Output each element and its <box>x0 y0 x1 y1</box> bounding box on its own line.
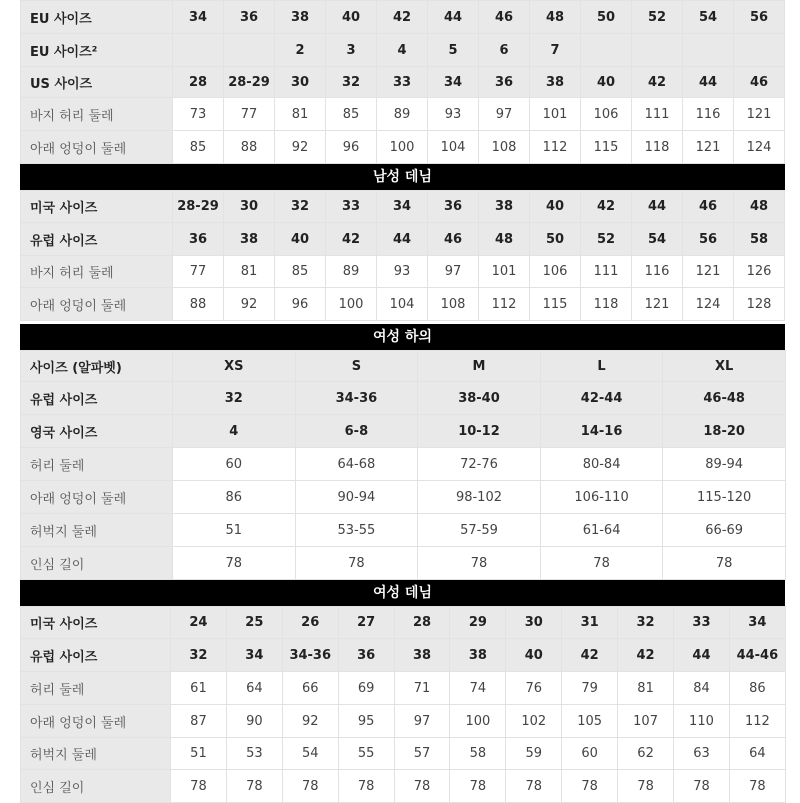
size-cell: 38 <box>275 1 326 34</box>
size-cell: 69 <box>338 672 394 705</box>
size-cell: 100 <box>377 131 428 164</box>
size-cell: 38-40 <box>418 382 541 415</box>
size-cell: 102 <box>506 705 562 738</box>
size-cell: 44 <box>683 67 734 98</box>
size-cell: 28-29 <box>224 67 275 98</box>
size-cell: 38 <box>394 639 450 672</box>
row-label: 인심 길이 <box>21 547 173 580</box>
size-cell: 46-48 <box>663 382 786 415</box>
size-cell: 121 <box>734 98 785 131</box>
size-cell: 92 <box>275 131 326 164</box>
size-cell: 51 <box>171 738 227 770</box>
size-cell: 38 <box>530 67 581 98</box>
row-label: 인심 길이 <box>21 770 171 803</box>
table-row <box>21 481 786 514</box>
size-cell: 61-64 <box>540 514 663 547</box>
size-cell: 64-68 <box>295 448 418 481</box>
size-cell: 50 <box>530 223 581 256</box>
size-cell: 56 <box>734 1 785 34</box>
size-cell: 53 <box>226 738 282 770</box>
size-cell: 71 <box>394 672 450 705</box>
size-cell: 86 <box>729 672 785 705</box>
size-cell: 106 <box>581 98 632 131</box>
size-cell: 97 <box>428 256 479 288</box>
size-cell: 92 <box>224 288 275 321</box>
size-cell: 126 <box>734 256 785 288</box>
table-row <box>21 288 785 321</box>
row-label: 아래 엉덩이 둘레 <box>21 131 173 164</box>
size-cell: 31 <box>562 607 618 639</box>
size-cell: 40 <box>530 191 581 223</box>
size-cell: 74 <box>450 672 506 705</box>
size-cell: 97 <box>394 705 450 738</box>
size-cell <box>632 34 683 67</box>
table-row <box>21 415 786 448</box>
row-label: 유럽 사이즈 <box>21 223 173 256</box>
size-cell: 54 <box>683 1 734 34</box>
size-cell: 121 <box>683 256 734 288</box>
table-row <box>21 705 786 738</box>
mens-denim-table <box>20 190 785 321</box>
size-cell: 54 <box>282 738 338 770</box>
size-cell: 85 <box>275 256 326 288</box>
size-cell: 42 <box>581 191 632 223</box>
size-cell: 96 <box>326 131 377 164</box>
size-cell: 116 <box>683 98 734 131</box>
size-cell: 80-84 <box>540 448 663 481</box>
size-cell: 36 <box>428 191 479 223</box>
size-cell: 4 <box>173 415 296 448</box>
size-cell: 81 <box>275 98 326 131</box>
size-cell: 104 <box>377 288 428 321</box>
eu-us-size-body <box>21 1 785 164</box>
size-cell <box>224 34 275 67</box>
size-cell: 34-36 <box>282 639 338 672</box>
table-row <box>21 98 785 131</box>
size-cell: 25 <box>226 607 282 639</box>
size-cell: 58 <box>450 738 506 770</box>
size-cell <box>173 34 224 67</box>
size-cell: 124 <box>683 288 734 321</box>
size-cell: 33 <box>377 67 428 98</box>
row-label: 허벅지 둘레 <box>21 738 171 770</box>
size-cell: 78 <box>663 547 786 580</box>
size-cell: 97 <box>479 98 530 131</box>
size-cell: 59 <box>506 738 562 770</box>
row-label: 미국 사이즈 <box>21 607 171 639</box>
table-row <box>21 607 786 639</box>
row-label: 바지 허리 둘레 <box>21 98 173 131</box>
size-cell: 48 <box>734 191 785 223</box>
size-cell: 32 <box>173 382 296 415</box>
size-cell: 36 <box>224 1 275 34</box>
size-cell: 78 <box>394 770 450 803</box>
size-cell: 34 <box>377 191 428 223</box>
size-cell: 4 <box>377 34 428 67</box>
size-cell: 72-76 <box>418 448 541 481</box>
row-label: 바지 허리 둘레 <box>21 256 173 288</box>
size-cell: 55 <box>338 738 394 770</box>
size-cell: 32 <box>275 191 326 223</box>
size-cell: 18-20 <box>663 415 786 448</box>
size-cell: XS <box>173 351 296 382</box>
size-cell: 42 <box>618 639 674 672</box>
row-label: 유럽 사이즈 <box>21 639 171 672</box>
row-label: 영국 사이즈 <box>21 415 173 448</box>
size-cell: 78 <box>540 547 663 580</box>
size-cell: 108 <box>479 131 530 164</box>
size-cell: 56 <box>683 223 734 256</box>
size-cell: 30 <box>275 67 326 98</box>
womens-bottoms-table <box>20 350 786 580</box>
size-cell: 116 <box>632 256 683 288</box>
mens-denim-body <box>21 191 785 321</box>
size-cell: 118 <box>632 131 683 164</box>
table-row <box>21 256 785 288</box>
size-cell: 38 <box>479 191 530 223</box>
size-cell: 92 <box>282 705 338 738</box>
size-cell: 90 <box>226 705 282 738</box>
size-cell: 86 <box>173 481 296 514</box>
size-cell: 54 <box>632 223 683 256</box>
row-label: 아래 엉덩이 둘레 <box>21 481 173 514</box>
size-cell: 38 <box>224 223 275 256</box>
size-cell: 52 <box>632 1 683 34</box>
size-cell: 85 <box>173 131 224 164</box>
size-cell: 89-94 <box>663 448 786 481</box>
size-cell: 88 <box>173 288 224 321</box>
size-cell: 44 <box>632 191 683 223</box>
size-cell: 36 <box>479 67 530 98</box>
size-cell: S <box>295 351 418 382</box>
size-cell: 57-59 <box>418 514 541 547</box>
size-cell: 66 <box>282 672 338 705</box>
size-cell: 112 <box>729 705 785 738</box>
size-cell: 93 <box>377 256 428 288</box>
size-cell: 27 <box>338 607 394 639</box>
size-cell: 42 <box>377 1 428 34</box>
size-cell: 112 <box>530 131 581 164</box>
size-cell: 95 <box>338 705 394 738</box>
size-cell: 111 <box>632 98 683 131</box>
size-cell: 6-8 <box>295 415 418 448</box>
size-cell: XL <box>663 351 786 382</box>
size-cell: 78 <box>674 770 730 803</box>
size-cell: 89 <box>377 98 428 131</box>
size-cell <box>581 34 632 67</box>
table-row <box>21 514 786 547</box>
size-cell: 62 <box>618 738 674 770</box>
size-cell: 84 <box>674 672 730 705</box>
size-cell: 121 <box>683 131 734 164</box>
size-cell: 78 <box>338 770 394 803</box>
table-row <box>21 639 786 672</box>
size-cell: 78 <box>418 547 541 580</box>
size-cell: 28 <box>173 67 224 98</box>
size-cell: 42 <box>632 67 683 98</box>
row-label: US 사이즈 <box>21 67 173 98</box>
size-cell: 30 <box>224 191 275 223</box>
size-cell: 78 <box>171 770 227 803</box>
size-cell: 34 <box>428 67 479 98</box>
row-label: 허벅지 둘레 <box>21 514 173 547</box>
size-cell: 46 <box>683 191 734 223</box>
size-cell: 78 <box>506 770 562 803</box>
size-cell: 42 <box>562 639 618 672</box>
table-row <box>21 738 786 770</box>
size-cell: 52 <box>581 223 632 256</box>
size-cell: 87 <box>171 705 227 738</box>
size-cell: 107 <box>618 705 674 738</box>
row-label: 아래 엉덩이 둘레 <box>21 288 173 321</box>
size-cell: 26 <box>282 607 338 639</box>
size-cell: 48 <box>479 223 530 256</box>
table-row <box>21 672 786 705</box>
size-cell: 81 <box>224 256 275 288</box>
size-cell: 57 <box>394 738 450 770</box>
size-cell: 100 <box>326 288 377 321</box>
row-label: EU 사이즈² <box>21 34 173 67</box>
size-cell: 90-94 <box>295 481 418 514</box>
size-cell: 3 <box>326 34 377 67</box>
size-cell: 58 <box>734 223 785 256</box>
size-cell: 93 <box>428 98 479 131</box>
size-cell: 115-120 <box>663 481 786 514</box>
size-cell: 32 <box>618 607 674 639</box>
eu-us-size-table <box>20 0 785 164</box>
size-cell: 5 <box>428 34 479 67</box>
size-cell: 29 <box>450 607 506 639</box>
size-cell <box>734 34 785 67</box>
size-cell: 28 <box>394 607 450 639</box>
table-row <box>21 131 785 164</box>
size-cell: 100 <box>450 705 506 738</box>
table-row <box>21 770 786 803</box>
row-label: 사이즈 (알파벳) <box>21 351 173 382</box>
table-row <box>21 34 785 67</box>
size-cell: 60 <box>562 738 618 770</box>
size-cell: 118 <box>581 288 632 321</box>
section-womens-bottoms: 여성 하의 <box>20 324 785 350</box>
size-cell: 40 <box>581 67 632 98</box>
size-cell: 124 <box>734 131 785 164</box>
size-cell: 78 <box>450 770 506 803</box>
size-cell: 104 <box>428 131 479 164</box>
size-cell: 36 <box>173 223 224 256</box>
table-row <box>21 223 785 256</box>
size-cell: 60 <box>173 448 296 481</box>
size-cell: 73 <box>173 98 224 131</box>
size-cell: 79 <box>562 672 618 705</box>
size-cell: 2 <box>275 34 326 67</box>
size-cell: 112 <box>479 288 530 321</box>
table-row <box>21 67 785 98</box>
size-cell: 34 <box>173 1 224 34</box>
size-cell: 42-44 <box>540 382 663 415</box>
size-cell: 85 <box>326 98 377 131</box>
size-cell: 110 <box>674 705 730 738</box>
size-cell: 106 <box>530 256 581 288</box>
size-cell: M <box>418 351 541 382</box>
table-row <box>21 547 786 580</box>
size-cell: 44 <box>377 223 428 256</box>
size-cell: 89 <box>326 256 377 288</box>
size-cell: 38 <box>450 639 506 672</box>
size-cell: 28-29 <box>173 191 224 223</box>
size-cell: 44-46 <box>729 639 785 672</box>
womens-denim-body <box>21 607 786 803</box>
size-cell: 24 <box>171 607 227 639</box>
size-cell: 46 <box>479 1 530 34</box>
table-row <box>21 382 786 415</box>
table-row <box>21 351 786 382</box>
size-chart <box>20 0 785 803</box>
size-cell: 34-36 <box>295 382 418 415</box>
size-cell: 98-102 <box>418 481 541 514</box>
size-cell: 32 <box>326 67 377 98</box>
size-cell: 10-12 <box>418 415 541 448</box>
table-row <box>21 1 785 34</box>
size-cell: 7 <box>530 34 581 67</box>
womens-bottoms-body <box>21 351 786 580</box>
size-cell: 42 <box>326 223 377 256</box>
table-row <box>21 191 785 223</box>
size-cell: 66-69 <box>663 514 786 547</box>
size-cell: 111 <box>581 256 632 288</box>
size-cell: 88 <box>224 131 275 164</box>
size-cell: 78 <box>282 770 338 803</box>
size-cell <box>683 34 734 67</box>
size-cell: 78 <box>226 770 282 803</box>
size-cell: 77 <box>173 256 224 288</box>
section-mens-denim: 남성 데님 <box>20 164 785 190</box>
size-cell: 34 <box>729 607 785 639</box>
size-cell: 40 <box>506 639 562 672</box>
size-cell: 106-110 <box>540 481 663 514</box>
size-cell: 101 <box>479 256 530 288</box>
size-cell: 96 <box>275 288 326 321</box>
size-cell: 105 <box>562 705 618 738</box>
size-cell: 101 <box>530 98 581 131</box>
size-cell: 53-55 <box>295 514 418 547</box>
size-cell: 40 <box>326 1 377 34</box>
size-cell: 77 <box>224 98 275 131</box>
size-cell: 64 <box>226 672 282 705</box>
size-cell: 32 <box>171 639 227 672</box>
size-cell: 46 <box>428 223 479 256</box>
size-cell: 64 <box>729 738 785 770</box>
section-womens-denim: 여성 데님 <box>20 580 785 606</box>
size-cell: 63 <box>674 738 730 770</box>
size-cell: 50 <box>581 1 632 34</box>
size-cell: 51 <box>173 514 296 547</box>
size-cell: 36 <box>338 639 394 672</box>
size-cell: 44 <box>428 1 479 34</box>
size-cell: 78 <box>173 547 296 580</box>
table-row <box>21 448 786 481</box>
size-cell: 48 <box>530 1 581 34</box>
row-label: 허리 둘레 <box>21 448 173 481</box>
size-cell: 30 <box>506 607 562 639</box>
row-label: 유럽 사이즈 <box>21 382 173 415</box>
size-cell: 78 <box>562 770 618 803</box>
size-cell: 78 <box>295 547 418 580</box>
womens-denim-table <box>20 606 786 803</box>
size-cell: 46 <box>734 67 785 98</box>
size-cell: 108 <box>428 288 479 321</box>
size-cell: 44 <box>674 639 730 672</box>
size-cell: 115 <box>581 131 632 164</box>
size-cell: 115 <box>530 288 581 321</box>
row-label: EU 사이즈 <box>21 1 173 34</box>
size-cell: 34 <box>226 639 282 672</box>
size-cell: 78 <box>729 770 785 803</box>
size-cell: 81 <box>618 672 674 705</box>
row-label: 미국 사이즈 <box>21 191 173 223</box>
size-cell: 76 <box>506 672 562 705</box>
size-cell: 33 <box>326 191 377 223</box>
size-cell: 121 <box>632 288 683 321</box>
size-cell: 78 <box>618 770 674 803</box>
size-cell: L <box>540 351 663 382</box>
size-cell: 61 <box>171 672 227 705</box>
row-label: 아래 엉덩이 둘레 <box>21 705 171 738</box>
size-cell: 14-16 <box>540 415 663 448</box>
size-cell: 33 <box>674 607 730 639</box>
size-cell: 128 <box>734 288 785 321</box>
size-cell: 6 <box>479 34 530 67</box>
row-label: 허리 둘레 <box>21 672 171 705</box>
size-cell: 40 <box>275 223 326 256</box>
